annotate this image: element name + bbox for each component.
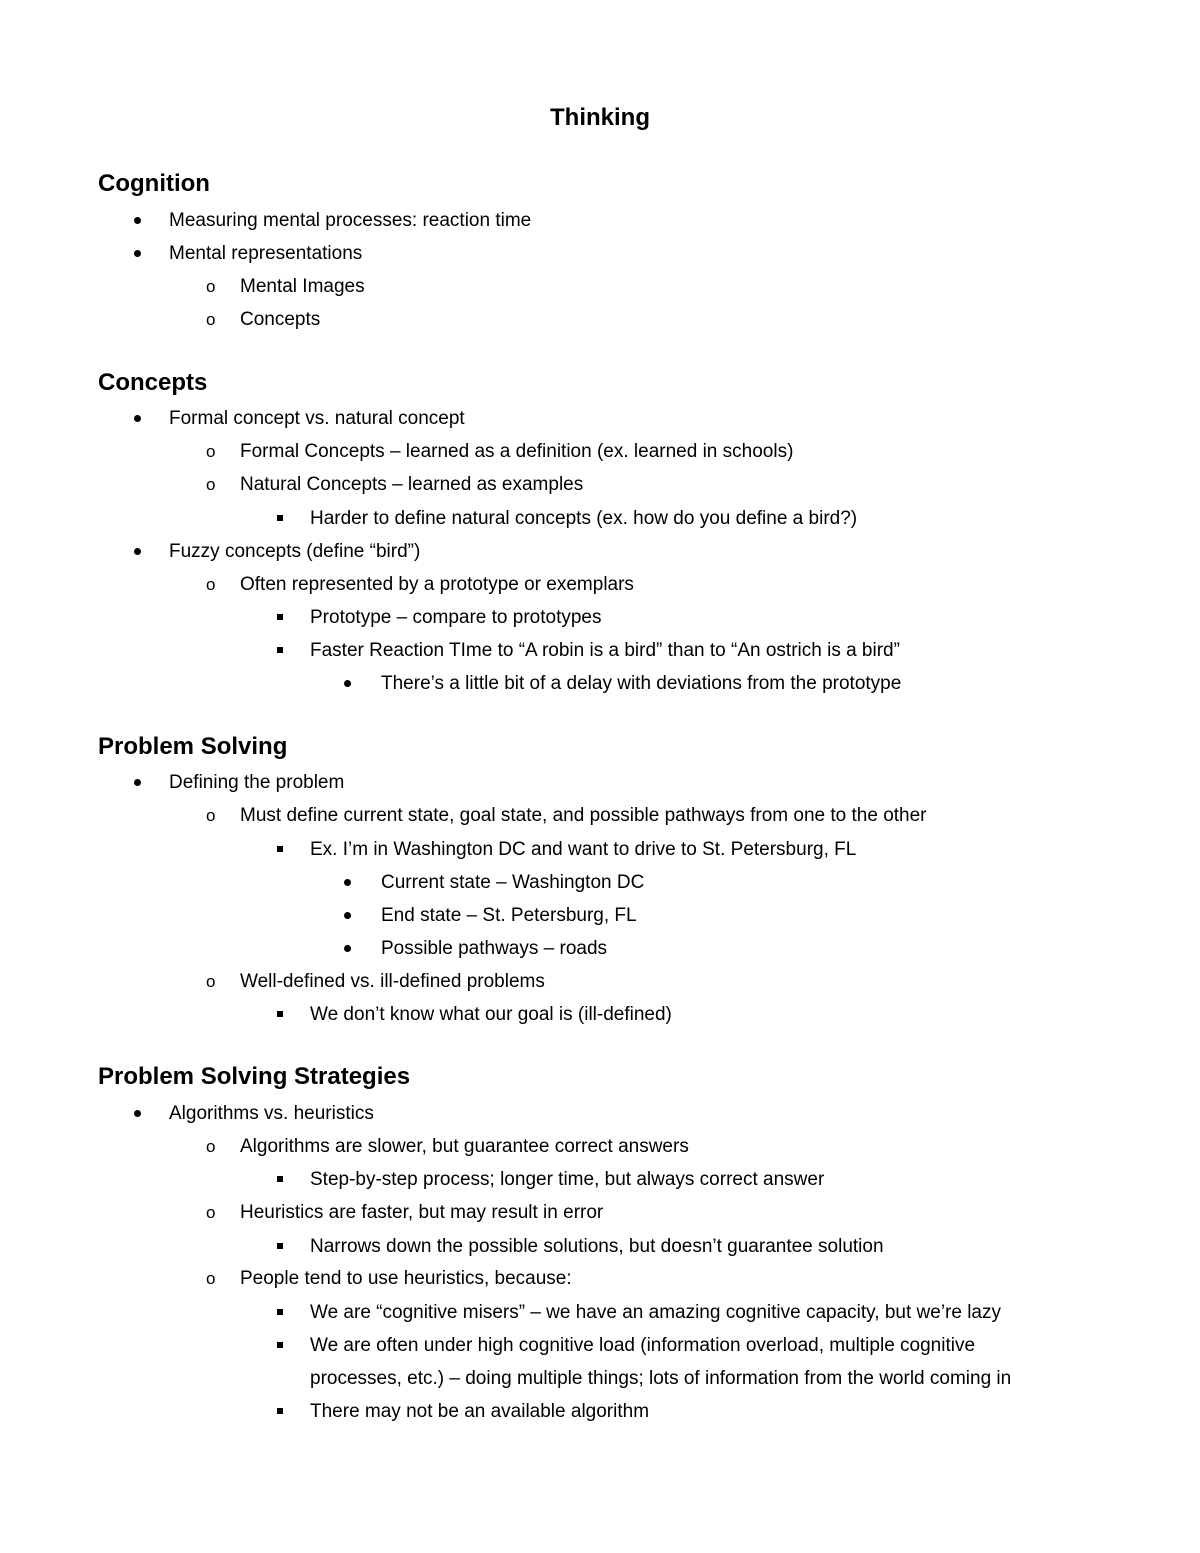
bullet-circle-icon: o: [206, 575, 216, 594]
list-item: Harder to define natural concepts (ex. how do you define a bird?): [310, 508, 858, 529]
list-item: Fuzzy concepts (define “bird”): [169, 541, 421, 562]
list-item: Formal concept vs. natural concept: [169, 408, 465, 429]
bullet-disc-icon: [344, 879, 351, 886]
bullet-square-icon: [277, 1243, 283, 1249]
bullet-square-icon: [277, 647, 283, 653]
bullet-disc-icon: [134, 548, 141, 555]
bullet-circle-icon: o: [206, 1137, 216, 1156]
list-item: Ex. I’m in Washington DC and want to drive to St. Petersburg, FL: [310, 839, 857, 860]
bullet-square-icon: [277, 515, 283, 521]
list-item: We are often under high cognitive load (information overload, multiple cognitive: [310, 1335, 976, 1356]
page-title: Thinking: [550, 104, 650, 131]
bullet-disc-icon: [344, 680, 351, 687]
list-item: People tend to use heuristics, because:: [240, 1268, 572, 1289]
list-item: End state – St. Petersburg, FL: [381, 905, 637, 926]
bullet-disc-icon: [134, 415, 141, 422]
bullet-square-icon: [277, 614, 283, 620]
list-item: Faster Reaction TIme to “A robin is a bird” than to “An ostrich is a bird”: [310, 640, 900, 661]
list-item: Well-defined vs. ill-defined problems: [240, 971, 545, 992]
bullet-square-icon: [277, 846, 283, 852]
list-item: Current state – Washington DC: [381, 872, 645, 893]
list-item: We don’t know what our goal is (ill-defined): [310, 1004, 672, 1025]
bullet-disc-icon: [344, 945, 351, 952]
list-item: There may not be an available algorithm: [310, 1401, 650, 1422]
list-item: Prototype – compare to prototypes: [310, 607, 602, 628]
bullet-square-icon: [277, 1408, 283, 1414]
list-item: Defining the problem: [169, 772, 345, 793]
bullet-circle-icon: o: [206, 972, 216, 991]
section-heading-cognition: Cognition: [98, 170, 210, 197]
list-item: Natural Concepts – learned as examples: [240, 474, 584, 495]
bullet-square-icon: [277, 1176, 283, 1182]
bullet-disc-icon: [134, 250, 141, 257]
list-item: Possible pathways – roads: [381, 938, 608, 959]
list-item: Mental representations: [169, 243, 363, 264]
list-item: Mental Images: [240, 276, 365, 297]
list-item: Concepts: [240, 309, 321, 330]
bullet-circle-icon: o: [206, 475, 216, 494]
bullet-disc-icon: [134, 1110, 141, 1117]
bullet-disc-icon: [134, 779, 141, 786]
list-item: Formal Concepts – learned as a definition (ex. learned in schools): [240, 441, 794, 462]
list-item: Measuring mental processes: reaction time: [169, 210, 532, 231]
bullet-disc-icon: [134, 217, 141, 224]
list-item: We are “cognitive misers” – we have an amazing cognitive capacity, but we’re lazy: [310, 1302, 1001, 1323]
bullet-circle-icon: o: [206, 806, 216, 825]
list-item: Algorithms vs. heuristics: [169, 1103, 374, 1124]
bullet-circle-icon: o: [206, 310, 216, 329]
bullet-square-icon: [277, 1342, 283, 1348]
bullet-circle-icon: o: [206, 277, 216, 296]
list-item: Often represented by a prototype or exemplars: [240, 574, 634, 595]
list-item: There’s a little bit of a delay with deviations from the prototype: [381, 673, 902, 694]
bullet-circle-icon: o: [206, 442, 216, 461]
bullet-square-icon: [277, 1011, 283, 1017]
section-heading-concepts: Concepts: [98, 369, 208, 396]
list-item: Step-by-step process; longer time, but always correct answer: [310, 1169, 825, 1190]
list-item: Heuristics are faster, but may result in error: [240, 1202, 604, 1223]
section-heading-problem-solving-strategies: Problem Solving Strategies: [98, 1063, 411, 1090]
section-heading-problem-solving: Problem Solving: [98, 733, 288, 760]
bullet-circle-icon: o: [206, 1203, 216, 1222]
list-item: Must define current state, goal state, and possible pathways from one to the other: [240, 805, 927, 826]
list-item-continuation: processes, etc.) – doing multiple things; lots of information from the world coming in: [310, 1368, 1012, 1389]
bullet-square-icon: [277, 1309, 283, 1315]
bullet-disc-icon: [344, 912, 351, 919]
list-item: Algorithms are slower, but guarantee correct answers: [240, 1136, 689, 1157]
bullet-circle-icon: o: [206, 1269, 216, 1288]
list-item: Narrows down the possible solutions, but doesn’t guarantee solution: [310, 1236, 884, 1257]
